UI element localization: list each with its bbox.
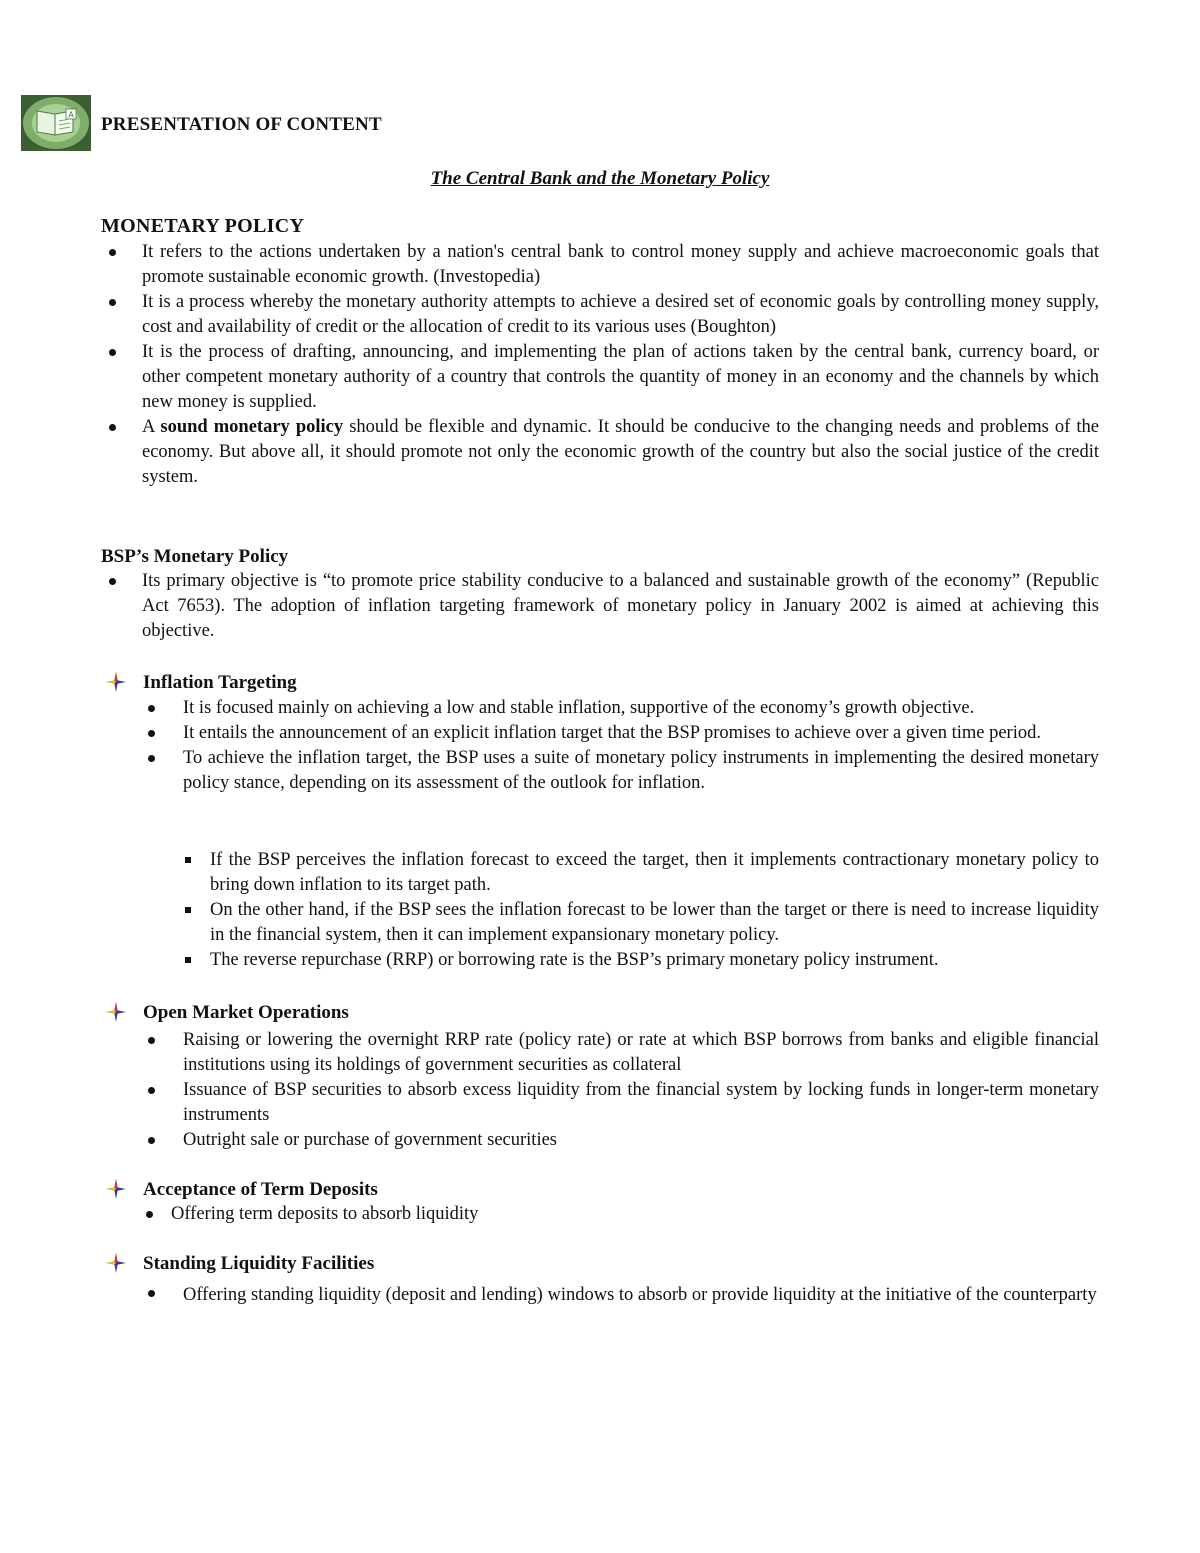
list-item: It refers to the actions undertaken by a nation's central bank to control money supply and achieve macroeconomic goals that promote sustainable economic growth. (Investopedia) [142,240,1099,290]
star-bullet-icon [106,1253,126,1273]
list-item: It entails the announcement of an explicit inflation target that the BSP promises to achieve over a given time period. [183,721,1099,746]
section-label: PRESENTATION OF CONTENT [101,114,382,135]
monetary-policy-heading: MONETARY POLICY [101,215,305,237]
bsp-policy-list [142,569,1099,644]
list-item: Raising or lowering the overnight RRP rate (policy rate) or rate at which BSP borrows from banks and eligible financial institutions using its holdings of government securities as collateral [183,1028,1099,1078]
list-item: It is a process whereby the monetary authority attempts to achieve a desired set of economic goals by controlling money supply, cost and availability of credit or the allocation of credit to its various uses (Boughton) [142,290,1099,340]
list-item: Outright sale or purchase of government securities [183,1128,1099,1153]
star-bullet-icon [106,1002,126,1022]
list-item: It is focused mainly on achieving a low and stable inflation, supportive of the economy’s growth objective. [183,696,1099,721]
inflation-targeting-list [183,696,1099,796]
svg-text:A: A [68,110,74,120]
star-bullet-icon [106,1179,126,1199]
list-item: It is the process of drafting, announcing, and implementing the plan of actions taken by the central bank, currency board, or other competent monetary authority of a country that controls the quantity of money in an economy and the channels by which new money is supplied. [142,340,1099,415]
inflation-sub-list [210,848,1099,973]
document-title: The Central Bank and the Monetary Policy [430,168,770,189]
monetary-policy-list [142,240,1099,490]
sub-list-item: If the BSP perceives the inflation forecast to exceed the target, then it implements contractionary monetary policy to bring down inflation to its target path. [210,848,1099,898]
text-prefix: A [142,417,161,437]
standing-facilities-list [183,1281,1099,1309]
list-item [142,415,1099,490]
text-suffix: should be flexible and dynamic. It should be conducive to the changing needs and problems of the economy. But above all, it should promote not only the economic growth of the country but also the social justice of the credit system. [142,417,1099,487]
term-deposits-list [171,1202,1099,1227]
sub-list-item: The reverse repurchase (RRP) or borrowing rate is the BSP’s primary monetary policy instrument. [210,948,1099,973]
document-page: A PRESENTATION OF CONTENT The Central Bank and the Monetary Policy MONETARY POLICY It refers to the actions undertaken by a nation's central bank to control money supply and achieve macroeconomic goals that promote sustainable economic growth. (Investopedia) It is a process whereby the monetary authority attempts to achieve a desired set of economic goals by controlling money supply, cost and availability of credit or the allocation of credit to its various uses (Boughton) It is the process of drafting, announcing, and implementing the plan of actions taken by the central bank, currency board, or other competent monetary authority of a country that controls the quantity of money in an economy and the channels by which new money is supplied. A sound monetary policy should be flexible and dynamic. It should be conducive to the changing needs and problems of the economy. But above all, it should promote not only the economic growth of the country but also the social justice of the credit system. BSP’s Monetary Policy Its primary objective is “to promote price stability conducive to a balanced and sustainable growth of the economy” (Republic Act 7653). The adoption of inflation targeting framework of monetary policy in January 2002 is aimed at achieving this objective. Inflation Targeting It is focused mainly on achieving a low and stable inflation, supportive of the economy’s growth objective. It entails the announcement of an explicit inflation target that the BSP promises to achieve over a given time period. To achieve the inflation target, the BSP uses a suite of monetary policy instruments in implementing the desired monetary policy stance, depending on its assessment of the outlook for inflation. If the BSP perceives the inflation forecast to exceed the target, then it implements contractionary monetary policy to bring down inflation to its target path. On the other hand, if the BSP sees the inflation forecast to be lower than the target or there is need to increase liquidity in the financial system, then it can implement expansionary monetary policy. The reverse repurchase (RRP) or borrowing rate is the BSP’s primary monetary policy instrument. Open Market Operations Raising or lowering the overnight RRP rate (policy rate) or rate at which BSP borrows from banks and eligible financial institutions using its holdings of government securities as collateral Issuance of BSP securities to absorb excess liquidity from the financial system by locking funds in longer-term monetary instruments Outright sale or purchase of government securities Acceptance of Term Deposits Offering term deposits to absorb liquidity Standing Liquidity Facilities Offering standing liquidity (deposit and lending) windows to absorb or provide liquidity at the initiative of the counterparty [0,0,1200,1553]
list-item: Issuance of BSP securities to absorb excess liquidity from the financial system by locking funds in longer-term monetary instruments [183,1078,1099,1128]
star-bullet-icon [106,672,126,692]
open-market-list [183,1028,1099,1153]
list-item: To achieve the inflation target, the BSP uses a suite of monetary policy instruments in implementing the desired monetary policy stance, depending on its assessment of the outlook for inflation. [183,746,1099,796]
bold-term: sound monetary policy [160,417,344,437]
sub-list-item: On the other hand, if the BSP sees the inflation forecast to be lower than the target or there is need to increase liquidity in the financial system, then it can implement expansionary monetary policy. [210,898,1099,948]
list-item: Its primary objective is “to promote price stability conducive to a balanced and sustainable growth of the economy” (Republic Act 7653). The adoption of inflation targeting framework of monetary policy in January 2002 is aimed at achieving this objective. [142,569,1099,644]
list-item: Offering standing liquidity (deposit and lending) windows to absorb or provide liquidity at the initiative of the counterparty [183,1281,1099,1309]
book-badge-icon [21,95,91,151]
bsp-policy-heading: BSP’s Monetary Policy [101,546,289,567]
list-item: Offering term deposits to absorb liquidity [171,1202,1099,1227]
